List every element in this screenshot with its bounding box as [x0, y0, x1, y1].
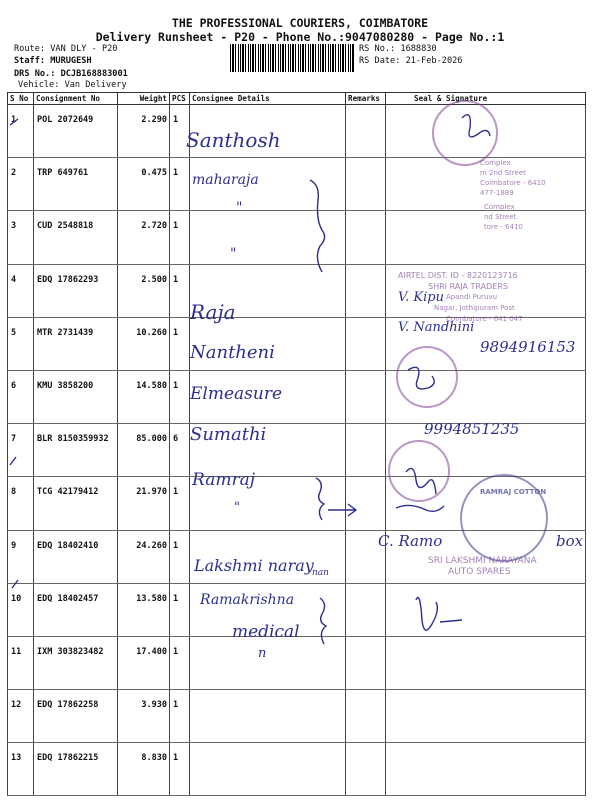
arrow-mark [328, 504, 356, 516]
cell-sno: 8 [8, 477, 34, 530]
bracket-rows-2-4 [310, 180, 325, 272]
hw-consignee-3: " [236, 200, 243, 216]
hw-consignee-9: Ramraj [192, 470, 255, 490]
hw-consignee-2: maharaja [192, 172, 259, 188]
company-title: THE PROFESSIONAL COURIERS, COIMBATORE [171, 16, 429, 30]
cell-pcs: 1 [170, 530, 190, 583]
stamp-text-1: Complex m 2nd Street Coimbatore - 6410 477-1889 [480, 159, 546, 197]
tick-marks [10, 119, 18, 588]
stamp-text-2: Complex nd Street tore - 6410 [484, 203, 523, 231]
signature-7 [408, 367, 434, 389]
signature-9 [406, 468, 436, 494]
col-consignee: Consignee Details [190, 93, 346, 105]
hw-consignee-11: Lakshmi naray [194, 556, 314, 575]
cell-sno: 2 [8, 158, 34, 211]
cell-weight: 10.260 [118, 317, 170, 370]
runsheet-subtitle: Delivery Runsheet - P20 - Phone No.:9047080280 - Page No.:1 [95, 30, 505, 44]
col-consignment: Consignment No [34, 93, 118, 105]
vehicle-label: Vehicle: Van Delivery [18, 80, 127, 90]
cell-sno: 10 [8, 583, 34, 636]
cell-pcs: 1 [170, 370, 190, 423]
hw-consignee-10: " [234, 500, 240, 515]
signature-11b: box [556, 532, 584, 550]
signature-6: V. Nandhini [398, 320, 475, 335]
cell-pcs: 1 [170, 690, 190, 743]
cell-pcs: 1 [170, 211, 190, 264]
col-sno: S No [8, 93, 34, 105]
cell-weight: 17.400 [118, 636, 170, 689]
signature-6-phone: 9894916153 [480, 338, 576, 356]
signature-5: V. Kipu [398, 290, 444, 305]
rs-date: RS Date: 21-Feb-2026 [359, 56, 463, 66]
staff-label: Staff: MURUGESH [14, 56, 92, 66]
cell-consignment: POL 2072649 [34, 105, 118, 158]
cell-weight: 8.830 [118, 743, 170, 796]
cell-sno: 3 [8, 211, 34, 264]
hw-consignee-5: Raja [190, 300, 236, 324]
hw-consignee-13b: n [258, 646, 267, 661]
cell-sno: 7 [8, 424, 34, 477]
cell-pcs: 1 [170, 105, 190, 158]
cell-sno: 13 [8, 743, 34, 796]
cell-sno: 1 [8, 105, 34, 158]
cell-consignment: IXM 303823482 [34, 636, 118, 689]
cell-pcs: 1 [170, 583, 190, 636]
cell-weight: 21.970 [118, 477, 170, 530]
bracket-rows-9-10 [316, 478, 324, 520]
signature-13 [416, 598, 462, 631]
hw-consignee-8: Sumathi [190, 424, 267, 445]
cell-pcs: 1 [170, 264, 190, 317]
col-remarks: Remarks [346, 93, 386, 105]
stamp-text-3: AIRTEL DIST. ID - 8220123716 SHRI RAJA TRADERS Apandi Puruvu Nagar, Jothipuram Post Coimbatore - 641 047 [398, 271, 523, 323]
cell-consignment: EDQ 18402410 [34, 530, 118, 583]
route-label: Route: VAN DLY - P20 [14, 44, 118, 54]
cell-weight: 2.720 [118, 211, 170, 264]
hw-consignee-11b: nan [312, 568, 329, 578]
cell-pcs: 1 [170, 636, 190, 689]
signature-1 [462, 115, 490, 137]
cell-consignment: EDQ 17862258 [34, 690, 118, 743]
cell-pcs: 1 [170, 317, 190, 370]
cell-weight: 2.290 [118, 105, 170, 158]
cell-sno: 4 [8, 264, 34, 317]
cell-weight: 2.500 [118, 264, 170, 317]
signature-10 [396, 505, 444, 511]
hw-consignee-4: " [230, 246, 237, 262]
cell-weight: 3.930 [118, 690, 170, 743]
hw-consignee-12: Ramakrishna [200, 592, 295, 608]
cell-sno: 12 [8, 690, 34, 743]
cell-weight: 0.475 [118, 158, 170, 211]
cell-pcs: 1 [170, 743, 190, 796]
stamp-text-5: SRI LAKSHMI NARAYANA AUTO SPARES [428, 556, 537, 577]
cell-consignment: EDQ 18402457 [34, 583, 118, 636]
drs-label: DRS No.: DCJB168883001 [14, 69, 128, 79]
cell-consignment: TCG 42179412 [34, 477, 118, 530]
bracket-rows-12-13 [320, 598, 326, 644]
cell-consignment: EDQ 17862293 [34, 264, 118, 317]
cell-pcs: 6 [170, 424, 190, 477]
hw-consignee-1: Santhosh [186, 128, 281, 152]
signature-11: C. Ramo [378, 532, 443, 550]
cell-consignment: KMU 3858200 [34, 370, 118, 423]
hw-consignee-13: medical [232, 622, 300, 642]
cell-sno: 9 [8, 530, 34, 583]
cell-consignment: EDQ 17862215 [34, 743, 118, 796]
cell-consignment: TRP 649761 [34, 158, 118, 211]
cell-consignment: BLR 8150359932 [34, 424, 118, 477]
cell-sno: 5 [8, 317, 34, 370]
stamp-text-4: RAMRAJ COTTON [480, 488, 547, 496]
col-weight: Weight [118, 93, 170, 105]
cell-sno: 6 [8, 370, 34, 423]
cell-weight: 13.580 [118, 583, 170, 636]
col-pcs: PCS [170, 93, 190, 105]
signature-8-phone: 9994851235 [424, 420, 520, 438]
cell-weight: 85.000 [118, 424, 170, 477]
cell-consignment: CUD 2548818 [34, 211, 118, 264]
cell-pcs: 1 [170, 477, 190, 530]
cell-weight: 24.260 [118, 530, 170, 583]
cell-sno: 11 [8, 636, 34, 689]
rs-number: RS No.: 1688830 [359, 44, 437, 54]
hw-consignee-6: Nantheni [190, 342, 275, 363]
cell-consignment: MTR 2731439 [34, 317, 118, 370]
hw-consignee-7: Elmeasure [190, 384, 283, 404]
col-signature: Seal & Signature [386, 93, 586, 105]
cell-pcs: 1 [170, 158, 190, 211]
cell-weight: 14.580 [118, 370, 170, 423]
